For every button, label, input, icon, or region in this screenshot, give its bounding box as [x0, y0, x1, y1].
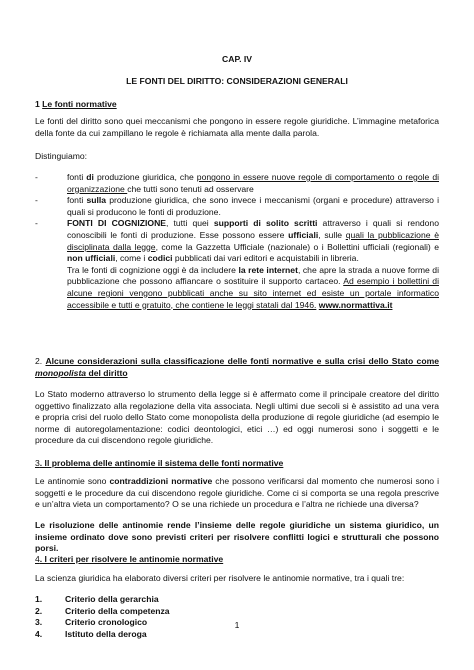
- normattiva-link[interactable]: www.normattiva.it: [318, 299, 393, 310]
- section-3-bold-paragraph: Le risoluzione delle antinomie rende l’insieme delle regole giuridiche un sistema giuridico, un insieme ordinato dove sono previsti criteri per risolvere conflitti logici e strutturali che possono porsi.: [35, 520, 439, 554]
- section-3-body: Le antinomie sono contraddizioni normative che possono verificarsi dal momento che numerosi sono i soggetti e le procedure da cui discendono regole giuridiche. Come ci si comporta se una regola prescrive e un’altra vieta un comportamento? O se una richiede un procedura e l’altra ne richiede una diversa?: [35, 476, 439, 510]
- criteria-item-number: 1.: [35, 594, 43, 604]
- criteria-item-label: Criterio della competenza: [65, 605, 170, 616]
- section-4-heading: 4. I criteri per risolvere le antinomie normative: [35, 554, 224, 564]
- section-1-heading: 1 Le fonti normative: [35, 99, 117, 109]
- list-item-cognizione: - FONTI DI COGNIZIONE, tutti quei supporti di solito scritti attraverso i quali si rendono conoscibili le fonti di produzione. Esse possono essere ufficiali, sulle quali la pubblicazione è disciplinata dalla legge, come la Gazzetta Ufficiale (nazionale) o i Bollettini ufficiali (regionali) e non ufficiali, come i codici pubblicati dai vari editori e acquistabili in libreria.: [35, 218, 439, 264]
- list-item-produzione: - fonti di produzione giuridica, che pongono in essere nuove regole di comportamento o regole di organizzazione che tutti sono tenuti ad osservare: [35, 172, 440, 194]
- chapter-label: CAP. IV: [222, 54, 252, 64]
- criteria-item-number: 4.: [35, 628, 43, 639]
- list-item-sulla-produzione: - fonti sulla produzione giuridica, che sono invece i meccanismi (organi e procedure) attraverso i quali si producono le fonti di produzione.: [35, 195, 439, 217]
- distinguiamo-label: Distinguiamo:: [35, 151, 88, 161]
- section-1-intro: Le fonti del diritto sono quei meccanismi che pongono in essere regole giuridiche. L’immagine metaforica della fonte da cui zampillano le regole è richiamata alla mente dalla parola.: [35, 116, 439, 138]
- section-2-body: Lo Stato moderno attraverso lo strumento della legge si è affermato come il principale creatore del diritto oggettivo finalizzato alla regolazione della vita associata. Negli ultimi due secoli si è assistito ad una vera e propria crisi del ruolo dello Stato come monopolista della produzione di regole giuridiche (ad esempio le norme di autoregolamentazione: codici deontologici, etici …) ed oggi numerosi sono i soggetti e le procedure da cui discendono regole giuridiche.: [35, 389, 439, 446]
- page-number: 1: [234, 620, 240, 630]
- criteria-item-label: Criterio della gerarchia: [65, 594, 159, 604]
- chapter-title: LE FONTI DEL DIRITTO: CONSIDERAZIONI GENERALI: [126, 76, 348, 86]
- source-types-list: [35, 172, 439, 311]
- criteria-item-label: Criterio cronologico: [65, 617, 148, 628]
- criteria-item-number: 3.: [35, 617, 43, 628]
- section-3-heading: 3. Il problema delle antinomie il sistema delle fonti normative: [35, 458, 284, 468]
- criteria-item-number: 2.: [35, 605, 43, 616]
- criteria-item-label: Istituto della deroga: [65, 628, 147, 639]
- list-item-cognizione-continued: Tra le fonti di cognizione oggi è da includere la rete internet, che apre la strada a nuove forme di pubblicazione che possono affiancare o sostituire il supporto cartaceo. Ad esempio i bollettini di alcune regioni vengono pubblicati anche su sito internet ed esiste un portale informatico accessibile e tutti e gratuito, che contiene le leggi statali dal 1946. www.normattiva.it: [67, 264, 439, 310]
- criteria-item: [35, 594, 439, 606]
- section-2-heading: 2. Alcune considerazioni sulla classificazione delle fonti normative e sulla crisi dello Stato come monopolista del diritto: [35, 356, 440, 378]
- criteria-item: [35, 606, 439, 618]
- section-4-intro: La scienza giuridica ha elaborato diversi criteri per risolvere le antinomie normative, tra i quali tre:: [35, 573, 405, 583]
- criteria-list: [35, 594, 439, 640]
